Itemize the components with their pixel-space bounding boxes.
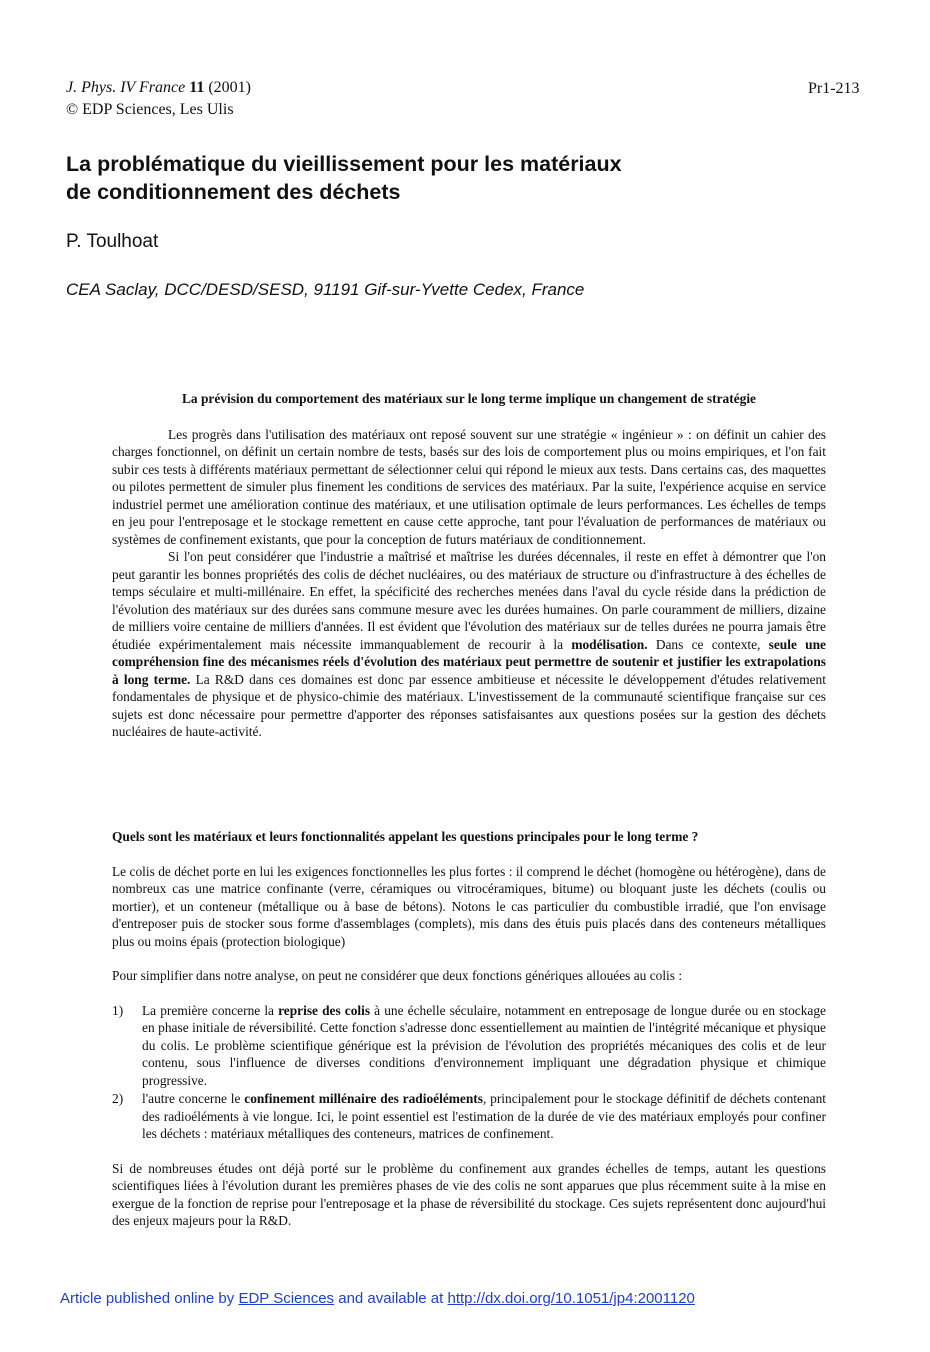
section-2-heading: Quels sont les matériaux et leurs fonctionnalités appelant les questions principales pour le long terme ? bbox=[112, 829, 699, 844]
section-1-paragraph-1: Les progrès dans l'utilisation des matériaux ont reposé souvent sur une stratégie « ingénieur » : on définit un cahier des charges fonctionnel, on définit un certain nombre de tests, basés sur des lois de comportement plus ou moins empiriques, et l'on fait subir ces tests à différents matériaux permettant de sélectionner celui qui répond le mieux aux tests. Dans certains cas, des maquettes ou pilotes permettent de simuler plus finement les conditions de services des matériaux. Par la suite, l'expérience acquise en service industriel permet une amélioration continue des matériaux, et une utilisation optimale de leurs performances. Les échelles de temps en jeu pour l'entreposage et le stockage remettent en cause cette approche, tant pour l'évaluation de performances de matériaux ou systèmes de confinement existants, que pour la conception de futurs matériaux de conditionnement. bbox=[112, 426, 826, 547]
title-line-1: La problématique du vieillissement pour les matériaux bbox=[66, 152, 622, 176]
journal-citation bbox=[66, 78, 251, 98]
footer-note bbox=[60, 1290, 695, 1307]
text-run: La R&D dans ces domaines est donc par essence ambitieuse et nécessite le développement d'études relativement fondamentales de physique et de physico-chimie des matériaux. L'investissement de la communauté scientifique française sur ces sujets est donc nécessaire pour permettre d'apporter des réponses satisfaisantes aux questions posées sur la gestion des déchets nucléaires de haute-activité. bbox=[112, 671, 826, 739]
footer-text: and available at bbox=[334, 1290, 448, 1307]
text-run: l'autre concerne le bbox=[142, 1091, 245, 1106]
section-2 bbox=[112, 828, 826, 1230]
bold-run: confinement millénaire des radioéléments bbox=[244, 1091, 483, 1106]
section-2-paragraph-3: Si de nombreuses études ont déjà porté sur le problème du confinement aux grandes échelles de temps, autant les questions scientifiques liées à l'évolution durant les premières phases de vie des colis ne sont apparues que plus récemment suite à la mise en exergue de la fonction de reprise pour l'entreposage et la phase de réversibilité du stockage. Ces sujets représentent donc aujourd'hui des enjeux majeurs pour la R&D. bbox=[112, 1160, 826, 1228]
edp-sciences-link[interactable]: EDP Sciences bbox=[238, 1290, 335, 1307]
journal-name: J. Phys. IV France bbox=[66, 79, 186, 96]
list-item-number: 1) bbox=[112, 1002, 124, 1018]
journal-volume: 11 bbox=[189, 79, 205, 96]
list-item bbox=[112, 1090, 826, 1143]
title-line-2: de conditionnement des déchets bbox=[66, 180, 401, 204]
text-run: La première concerne la bbox=[142, 1002, 279, 1018]
text-run: à une échelle séculaire, notamment en entreposage de longue durée ou en stockage en phase initiale de réversibilité. Cette fonction s'adresse donc essentiellement au maintien de l'intégrité mécanique et physique du colis. Le problème scientifique générique est la prévision de l'évolution des propriétés mécaniques des colis et de leur contenu, sous l'influence de diverses conditions d'environnement impliquant une dégradation physique et chimique progressive. bbox=[142, 1002, 826, 1088]
journal-year: (2001) bbox=[208, 79, 251, 96]
footer-text: Article published online by bbox=[60, 1290, 239, 1307]
section-1-heading: La prévision du comportement des matériaux sur le long terme implique un changement de stratégie bbox=[181, 391, 756, 406]
page-number: Pr1-213 bbox=[808, 80, 860, 97]
text-run: Dans ce contexte, bbox=[647, 636, 769, 652]
bold-run: seule une compréhension fine des mécanismes réels d'évolution des matériaux peut permettre de soutenir et justifier les extrapolations à long terme. bbox=[112, 636, 826, 687]
text-run: Si l'on peut considérer que l'industrie a maîtrisé et maîtrise les durées décennales, il reste en effet à démontrer que l'on peut garantir les bonnes propriétés des colis de déchet nucléaires, ou des matériaux de structure ou d'infrastructure à des échelles de temps séculaire et multi-millénaire. En effet, la spécificité des recherches menées dans l'aval du cycle réside dans la prédiction de l'évolution des matériaux sur des durées sans commune mesure avec les durées humaines. On parle couramment de milliers, dizaine de milliers voire centaine de milliers d'années. Il est évident que l'évolution des matériaux sur de telles durées ne pourra jamais être étudiée expérimentalement mais nécessite immanquablement de recourir à la bbox=[112, 549, 826, 652]
author: P. Toulhoat bbox=[66, 231, 159, 252]
bold-run: reprise des colis bbox=[278, 1002, 371, 1018]
text-run: , principalement pour le stockage définitif de déchets contenant des radioéléments à vie longue. Ici, le point essentiel est l'estimation de la durée de vie des matériaux employés pour confiner les déchets : matériaux métalliques des conteneurs, matrices de confinement. bbox=[142, 1091, 826, 1141]
doi-link[interactable]: http://dx.doi.org/10.1051/jp4:2001120 bbox=[447, 1290, 695, 1307]
list-item-number: 2) bbox=[112, 1091, 124, 1106]
section-2-paragraph-1: Le colis de déchet porte en lui les exigences fonctionnelles les plus fortes : il comprend le déchet (homogène ou hétérogène), dans de nombreux cas une matrice confinante (verre, céramiques ou vitrocéramiques, bitume) ou bloquant juste les déchets (coulis ou mortier), et un conteneur (métallique ou à base de bétons). Notons le cas particulier du combustible irradié, que l'on envisage d'entreposer puis de stocker sous forme d'assemblages (complets), mis dans des étuis puis placés dans des conteneurs métalliques plus ou moins épais (protection biologique) bbox=[112, 863, 826, 949]
bold-run: modélisation. bbox=[571, 636, 648, 652]
section-2-paragraph-2: Pour simplifier dans notre analyse, on peut ne considérer que deux fonctions génériques allouées au colis : bbox=[112, 968, 683, 983]
list-item bbox=[112, 1002, 826, 1090]
section-1 bbox=[112, 390, 826, 741]
section-1-paragraph-2 bbox=[112, 548, 826, 741]
functions-list bbox=[112, 1002, 826, 1143]
paper-title bbox=[66, 150, 826, 206]
publisher-line: © EDP Sciences, Les Ulis bbox=[66, 101, 234, 118]
affiliation: CEA Saclay, DCC/DESD/SESD, 91191 Gif-sur-Yvette Cedex, France bbox=[66, 280, 585, 299]
